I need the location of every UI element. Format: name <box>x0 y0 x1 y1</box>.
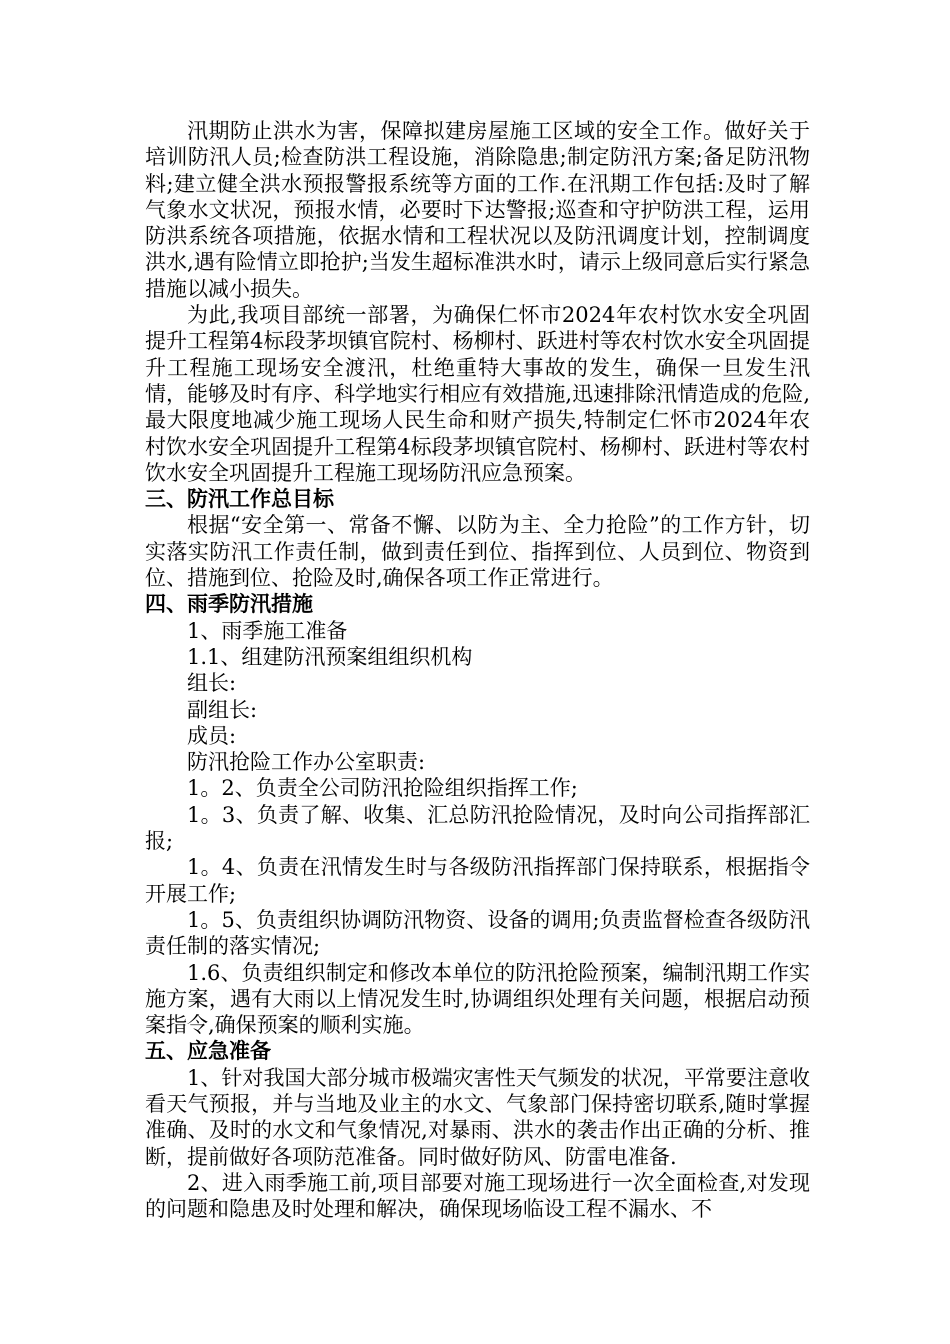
leader-line: 组长: <box>187 671 237 696</box>
intro-paragraph-2: 为此,我项目部统一部署，为确保仁怀市2024年农村饮水安全巩固提升工程第4标段茅坝镇官院村、杨柳村、跃进村等农村饮水安全巩固提升工程施工现场安全渡汛，杜绝重特大事故的发生，确保一旦发生汛情，能够及时有序、科学地实行相应有效措施,迅速排除汛情造成的危险,最大限度地减少施工现场人民生命和财产损失,特制定仁怀市2024年农村饮水安全巩固提升工程第4标段茅坝镇官院村、杨柳村、跃进村等农村饮水安全巩固提升工程施工现场防汛应急预案。 <box>145 303 810 485</box>
section-heading-4: 四、雨季防汛措施 <box>145 591 313 617</box>
intro-paragraph-1: 汛期防止洪水为害，保障拟建房屋施工区域的安全工作。做好关于培训防汛人员;检查防洪工程设施，消除隐患;制定防汛方案;备足防汛物料;建立健全洪水预报警报系统等方面的工作.在汛期工作包括:及时了解气象水文状况，预报水情，必要时下达警报;巡查和守护防洪工程，运用防洪系统各项措施，依据水情和工程状况以及防汛调度计划，控制调度洪水,遇有险情立即抢护;当发生超标准洪水时，请示上级同意后实行紧急措施以减小损失。 <box>145 119 810 301</box>
item-1-5: 1。5、负责组织协调防汛物资、设备的调用;负责监督检查各级防汛责任制的落实情况; <box>145 907 810 959</box>
section-5-paragraph-1: 1、针对我国大部分城市极端灾害性天气频发的状况，平常要注意收看天气预报，并与当地及业主的水文、气象部门保持密切联系,随时掌握准确、及时的水文和气象情况,对暴雨、洪水的袭击作出正确的分析、推断，提前做好各项防范准备。同时做好防风、防雷电准备. <box>145 1065 810 1169</box>
item-1-4: 1。4、负责在汛情发生时与各级防汛指挥部门保持联系，根据指令开展工作; <box>145 855 810 906</box>
item-1-3: 1。3、负责了解、收集、汇总防汛抢险情况，及时向公司指挥部汇报; <box>145 802 810 854</box>
item-1-2: 1。2、负责全公司防汛抢险组织指挥工作; <box>187 776 578 801</box>
office-duty-line: 防汛抢险工作办公室职责: <box>187 750 426 775</box>
section-heading-5: 五、应急准备 <box>145 1038 271 1064</box>
section-5-paragraph-2: 2、进入雨季施工前,项目部要对施工现场进行一次全面检查,对发现的问题和隐患及时处理和解决，确保现场临设工程不漏水、不 <box>145 1170 810 1222</box>
members-line: 成员: <box>187 723 237 748</box>
section-heading-3: 三、防汛工作总目标 <box>145 486 334 512</box>
section-3-paragraph: 根据“安全第一、常备不懈、以防为主、全力抢险”的工作方针，切实落实防汛工作责任制，做到责任到位、指挥到位、人员到位、物资到位、措施到位、抢险及时,确保各项工作正常进行。 <box>145 513 810 591</box>
item-1-6: 1.6、负责组织制定和修改本单位的防汛抢险预案，编制汛期工作实施方案，遇有大雨以上情况发生时,协调组织处理有关问题，根据启动预案指令,确保预案的顺利实施。 <box>145 960 810 1038</box>
deputy-leader-line: 副组长: <box>187 697 258 722</box>
item-1-1: 1.1、组建防汛预案组组织机构 <box>187 644 473 669</box>
document-page <box>145 118 810 1222</box>
item-1: 1、雨季施工准备 <box>187 618 348 643</box>
